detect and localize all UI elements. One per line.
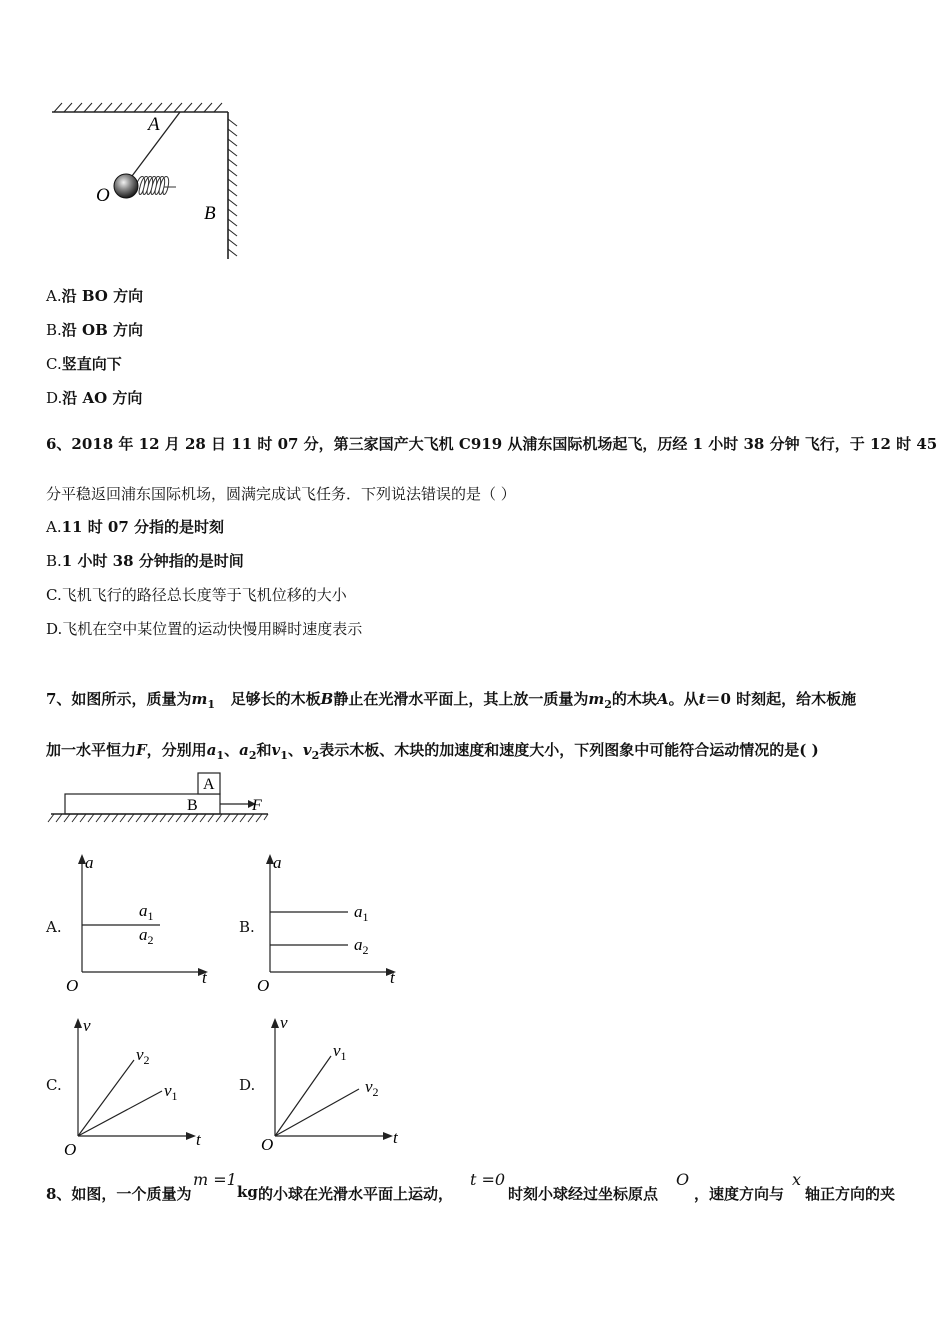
q5-option-d[interactable]: D.沿 AO 方向	[46, 389, 143, 407]
graph-a-origin: O	[66, 976, 79, 995]
q8-stem-line1-part1: 8、如图，一个质量为	[46, 1185, 192, 1203]
q6-stem-line2: 分平稳返回浦东国际机场，圆满完成试飞任务．下列说法错误的是（ ）	[46, 485, 516, 503]
q8-time-equation: t =0	[470, 1170, 506, 1189]
label-A: A	[148, 114, 160, 135]
q8-mass-equation: m =1	[193, 1170, 237, 1189]
q6-option-d[interactable]: D.飞机在空中某位置的运动快慢用瞬时速度表示	[46, 620, 363, 638]
label-B: B	[204, 203, 216, 224]
graph-c-label-v2: $v_2$	[136, 1045, 150, 1067]
label-O: O	[96, 185, 110, 206]
q5-option-b[interactable]: B.沿 OB 方向	[46, 321, 143, 339]
graph-b-yaxis: a	[273, 853, 282, 872]
q8-stem-part5: 轴正方向的夹	[805, 1185, 896, 1203]
q8-x-axis: x	[792, 1170, 802, 1189]
q8-origin-O: O	[676, 1170, 690, 1189]
q8-stem-part4: ，速度方向与	[694, 1185, 785, 1203]
graph-b-origin: O	[257, 976, 270, 995]
graph-b-xaxis: t	[390, 968, 395, 987]
graph-a-yaxis: a	[85, 853, 94, 872]
graph-c-origin: O	[64, 1140, 77, 1159]
graph-d-label-v2: $v_2$	[365, 1077, 379, 1099]
graph-d-line-v1	[275, 1056, 331, 1136]
graph-b-label-a2: $a_2$	[354, 935, 369, 957]
q8-stem-part3: 时刻小球经过坐标原点	[508, 1185, 659, 1203]
graph-d	[255, 1012, 415, 1162]
board-B-label: B	[187, 797, 198, 814]
q8-kg: kg	[237, 1183, 258, 1201]
q6-option-c[interactable]: C.飞机飞行的路径总长度等于飞机位移的大小	[46, 586, 347, 604]
graph-c-line-v2	[78, 1060, 134, 1136]
graph-d-label-v1: $v_1$	[333, 1041, 347, 1063]
q5-option-c[interactable]: C.竖直向下	[46, 355, 122, 373]
q8-stem-part2: 的小球在光滑水平面上运动，	[258, 1185, 454, 1203]
graph-d-letter[interactable]: D.	[239, 1076, 256, 1094]
graph-a-label-a1: $a_1$	[139, 901, 154, 923]
graph-a-label-a2: $a_2$	[139, 925, 154, 947]
force-F-label: F	[252, 797, 262, 814]
q7-stem-line2: 加一水平恒力F，分别用$a_1$、$a_2$和$v_1$、$v_2$表示木板、木块的加速度和速度大小，下列图象中可能符合运动情况的是( )	[46, 741, 819, 762]
graph-b-letter[interactable]: B.	[239, 918, 255, 936]
q6-stem-line1: 6、2018 年 12 月 28 日 11 时 07 分，第三家国产大飞机 C919 从浦东国际机场起飞，历经 1 小时 38 分钟 飞行，于 12 时 45	[46, 435, 938, 453]
graph-c-yaxis: v	[83, 1016, 91, 1035]
spring-pendulum-figure	[40, 95, 250, 265]
graph-c-letter[interactable]: C.	[46, 1076, 62, 1094]
graph-a-xaxis: t	[202, 968, 207, 987]
block-A-label: A	[203, 776, 215, 793]
graph-c-line-v1	[78, 1091, 162, 1136]
graph-d-xaxis: t	[393, 1128, 398, 1147]
graph-b	[250, 850, 410, 1000]
q5-option-a[interactable]: A.沿 BO 方向	[46, 287, 144, 305]
graph-b-label-a1: $a_1$	[354, 902, 369, 924]
graph-c-label-v1: $v_1$	[164, 1081, 178, 1103]
q6-option-a[interactable]: A.11 时 07 分指的是时刻	[46, 518, 225, 536]
graph-d-line-v2	[275, 1089, 359, 1136]
graph-a	[62, 850, 222, 1000]
q7-stem-line1: 7、如图所示，质量为$m_1$ 足够长的木板B静止在光滑水平面上，其上放一质量为$m_2$的木块A。从t＝0 时刻起，给木板施	[46, 690, 857, 711]
q6-option-b[interactable]: B.1 小时 38 分钟指的是时间	[46, 552, 244, 570]
graph-c	[58, 1012, 218, 1162]
graph-a-letter[interactable]: A.	[46, 918, 62, 936]
board-block-figure	[46, 770, 276, 828]
graph-c-xaxis: t	[196, 1130, 201, 1149]
graph-d-origin: O	[261, 1135, 274, 1154]
graph-d-yaxis: v	[280, 1013, 288, 1032]
